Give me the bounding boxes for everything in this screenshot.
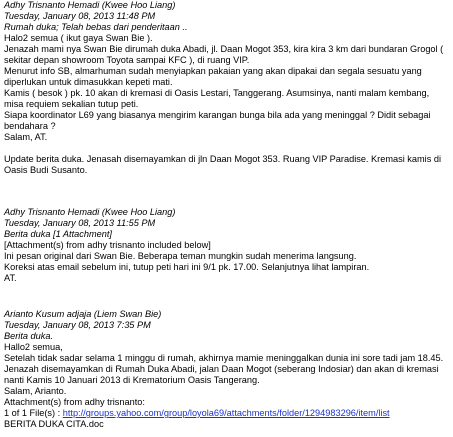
attachment-row: [4, 408, 449, 419]
post-body-line: [Attachment(s) from adhy trisnanto included below]: [4, 240, 211, 250]
post-date: Tuesday, January 08, 2013 11:48 PM: [4, 11, 156, 21]
attachment-folder-link[interactable]: http://groups.yahoo.com/group/loyola69/attachments/folder/1294983296/item/list: [62, 408, 390, 418]
blank-line: [4, 143, 449, 154]
post-body-line: AT.: [4, 273, 17, 283]
post-body-line: Setelah tidak sadar selama 1 minggu di rumah, akhirnya mamie meninggalkan dunia ini sore tadi jam 18.45. Jenazah disemayamkan di Rumah Duka Abadi, jalan Daan Mogot (seberang Indosiar) dan akan di kremasi nanti Kamis 10 Januari 2013 di Krematorium Oasis Tangerang.: [4, 353, 444, 385]
attachment-sep: :: [57, 408, 63, 418]
post-body-line: Salam, Arianto.: [4, 386, 67, 396]
post-body-line: Jenazah mami nya Swan Bie dirumah duka Abadi, jl. Daan Mogot 353, kira kira 3 km dari bundaran Grogol ( sekitar depan showroom Toyota sampai KFC ), di ruang VIP.: [4, 44, 444, 65]
message-post-3: [4, 309, 449, 430]
post-subject: Berita duka.: [4, 331, 54, 341]
post-body-line: Salam, AT.: [4, 132, 48, 142]
message-post-2: [4, 207, 449, 284]
post-subject: Berita duka [1 Attachment]: [4, 229, 112, 239]
post-author: Adhy Trisnanto Hemadi (Kwee Hoo Liang): [4, 207, 176, 217]
post-body-line: Siapa koordinator L69 yang biasanya mengirim karangan bunga bila ada yang meninggal ? Didit sebagai bendahara ?: [4, 110, 431, 131]
message-post-1: [4, 0, 449, 176]
post-body-line: Update berita duka. Jenasah disemayamkan di jln Daan Mogot 353. Ruang VIP Paradise. Kremasi kamis di Oasis Budi Susanto.: [4, 154, 441, 175]
post-author: Arianto Kusum adjaja (Liem Swan Bie): [4, 309, 162, 319]
post-body-line: Kamis ( besok ) pk. 10 akan di kremasi di Oasis Lestari, Tanggerang. Asumsinya, nanti malam kembang, misa requiem sekalian tutup peti.: [4, 88, 430, 109]
post-body-line: Ini pesan original dari Swan Bie. Beberapa teman mungkin sudah menerima langsung.: [4, 251, 357, 261]
attachment-count: 1 of 1 File(s): [4, 408, 56, 418]
post-body-line: Menurut info SB, almarhuman sudah menyiapkan pakaian yang akan dipakai dan segala sesuatu yang diperlukan untuk dimasukkan kepeti mati.: [4, 66, 422, 87]
post-body-line: Hallo2 semua,: [4, 342, 63, 352]
post-author: Adhy Trisnanto Hemadi (Kwee Hoo Liang): [4, 0, 176, 10]
post-body-line: Halo2 semua ( ikut gaya Swan Bie ).: [4, 33, 153, 43]
attachment-intro: Attachment(s) from adhy trisnanto:: [4, 397, 145, 407]
post-date: Tuesday, January 08, 2013 11:55 PM: [4, 218, 156, 228]
attachment-file-name[interactable]: BERITA DUKA CITA.doc: [4, 419, 104, 429]
post-date: Tuesday, January 08, 2013 7:35 PM: [4, 320, 151, 330]
post-body-line: Koreksi atas email sebelum ini, tutup peti hari ini 9/1 pk. 17.00. Selanjutnya lihat lampiran.: [4, 262, 370, 272]
post-subject: Rumah duka; Telah bebas dari penderitaan ..: [4, 22, 188, 32]
